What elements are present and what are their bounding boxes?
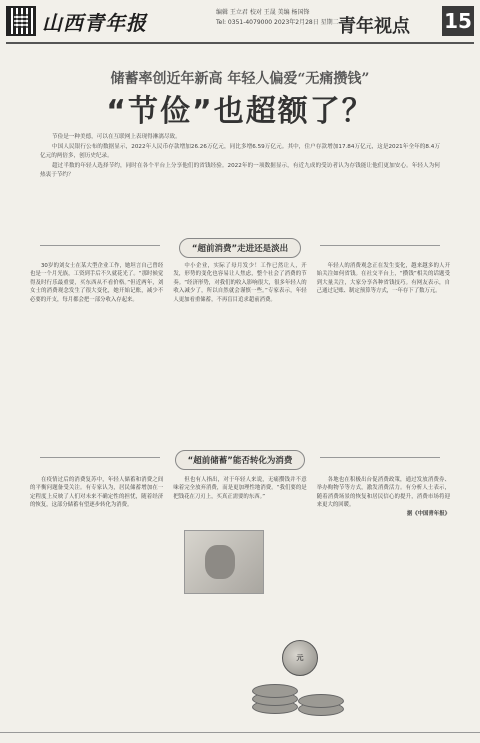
qr-code-icon [6, 6, 36, 36]
section-banner-2 [0, 448, 480, 470]
section-title: “超前储蓄”能否转化为消费 [175, 450, 306, 470]
byline: 据《中国青年报》 [406, 510, 450, 517]
paragraph: 在疫情过后的消费复苏中，年轻人储蓄和消费之间的平衡问题备受关注。有专家认为，居民储蓄增加在一定程度上反映了人们对未来不确定性的担忧，随着经济的恢复，这部分储蓄有望逐步转化为消费。 [30, 477, 164, 509]
lede [40, 133, 440, 181]
coin-stack-icon [298, 694, 344, 708]
article-column [30, 262, 163, 412]
paragraph: 30岁的刘女士在某大型企业工作，她坦言自己曾经也是一个月光族，工资到手后不久就花光了。“那时候觉得及时行乐最重要，买东西从不看价格。”但近两年，刘女士的消费观念发生了很大变化，她开始记账，减少不必要的开支，每月都会把一部分收入存起来。 [30, 263, 164, 303]
article-column [317, 262, 450, 412]
section-banner-1 [0, 236, 480, 258]
section-title: “超前消费”走进还是淡出 [179, 238, 301, 258]
editor-line: 编辑 王立君 校对 王晟 美编 杨国锋 [216, 9, 310, 16]
headline-kicker: 储蓄率创近年新高 年轻人偏爱“无痛攒钱” [110, 71, 370, 87]
paragraph: 中小企业，实际了母月发少！工作已然让人，开发，形势的变化也容易让人焦虑，整个社会了消费的节奏。“经济形势，对我们的收入影响很大，很多年轻人的收入减少了，所以自然就会谨慎一些。”专家表示，年轻人更加看重储蓄，不再盲目追求超前消费。 [173, 263, 307, 303]
paragraph: 但也有人指出，对于年轻人来说，无痛攒钱并不意味着完全放弃消费，而是更加理性地消费。“我们要的是把钱花在刀刃上，买真正需要的东西。” [173, 477, 307, 500]
article-column [30, 476, 163, 726]
article-1 [30, 262, 450, 412]
editor-info [216, 8, 339, 28]
page-number: 15 [442, 6, 474, 36]
paragraph: 年轻人的消费观念正在发生变化，越来越多的人开始关注如何省钱。在社交平台上，“攒钱”相关的话题受到大量关注，大家分享各种省钱技巧。有网友表示，自己通过记账、制定预算等方式，一年存下了数万元。 [316, 263, 450, 295]
article-2 [30, 476, 450, 726]
headline-main: “节俭”也超额了？ [106, 94, 374, 129]
masthead [6, 4, 474, 44]
coin-icon: 元 [282, 640, 318, 676]
page-footer-rule [0, 732, 480, 743]
lede-paragraph: 中国人民银行公布的数据显示，2022年人民币存款增加26.26万亿元，同比多增6.59万亿元。其中，住户存款增加17.84万亿元，这是2021年全年的8.4万亿元的两倍多，创历史纪录。 [40, 144, 440, 159]
lede-paragraph: 超过半数的年轻人选择节约，同时在各个平台上分享他们的省钱经验。2022年的一项数据显示，有近九成的受访者认为存钱能让他们更加安心。年轻人为何热衷于节约？ [40, 163, 440, 178]
coin-stack-icon [252, 684, 298, 698]
newspaper-logo: 山西青年报 [42, 11, 147, 35]
coin-illustration [242, 620, 346, 720]
paragraph: 各地也在积极出台促消费政策，通过发放消费券、举办购物节等方式，激发消费活力。有分析人士表示，随着消费场景的恢复和居民信心的提升，消费市场将迎来更大的回暖。 [316, 477, 450, 509]
date-line: Tel: 0351-4079000 2023年2月28日 星期二 [216, 19, 339, 26]
lede-paragraph: 节俭是一种美德，可以在互联网上表现得淋漓尽致。 [52, 134, 181, 140]
article-column [173, 262, 306, 412]
article-photo [184, 530, 264, 594]
section-name: 青年视点 [338, 16, 410, 37]
